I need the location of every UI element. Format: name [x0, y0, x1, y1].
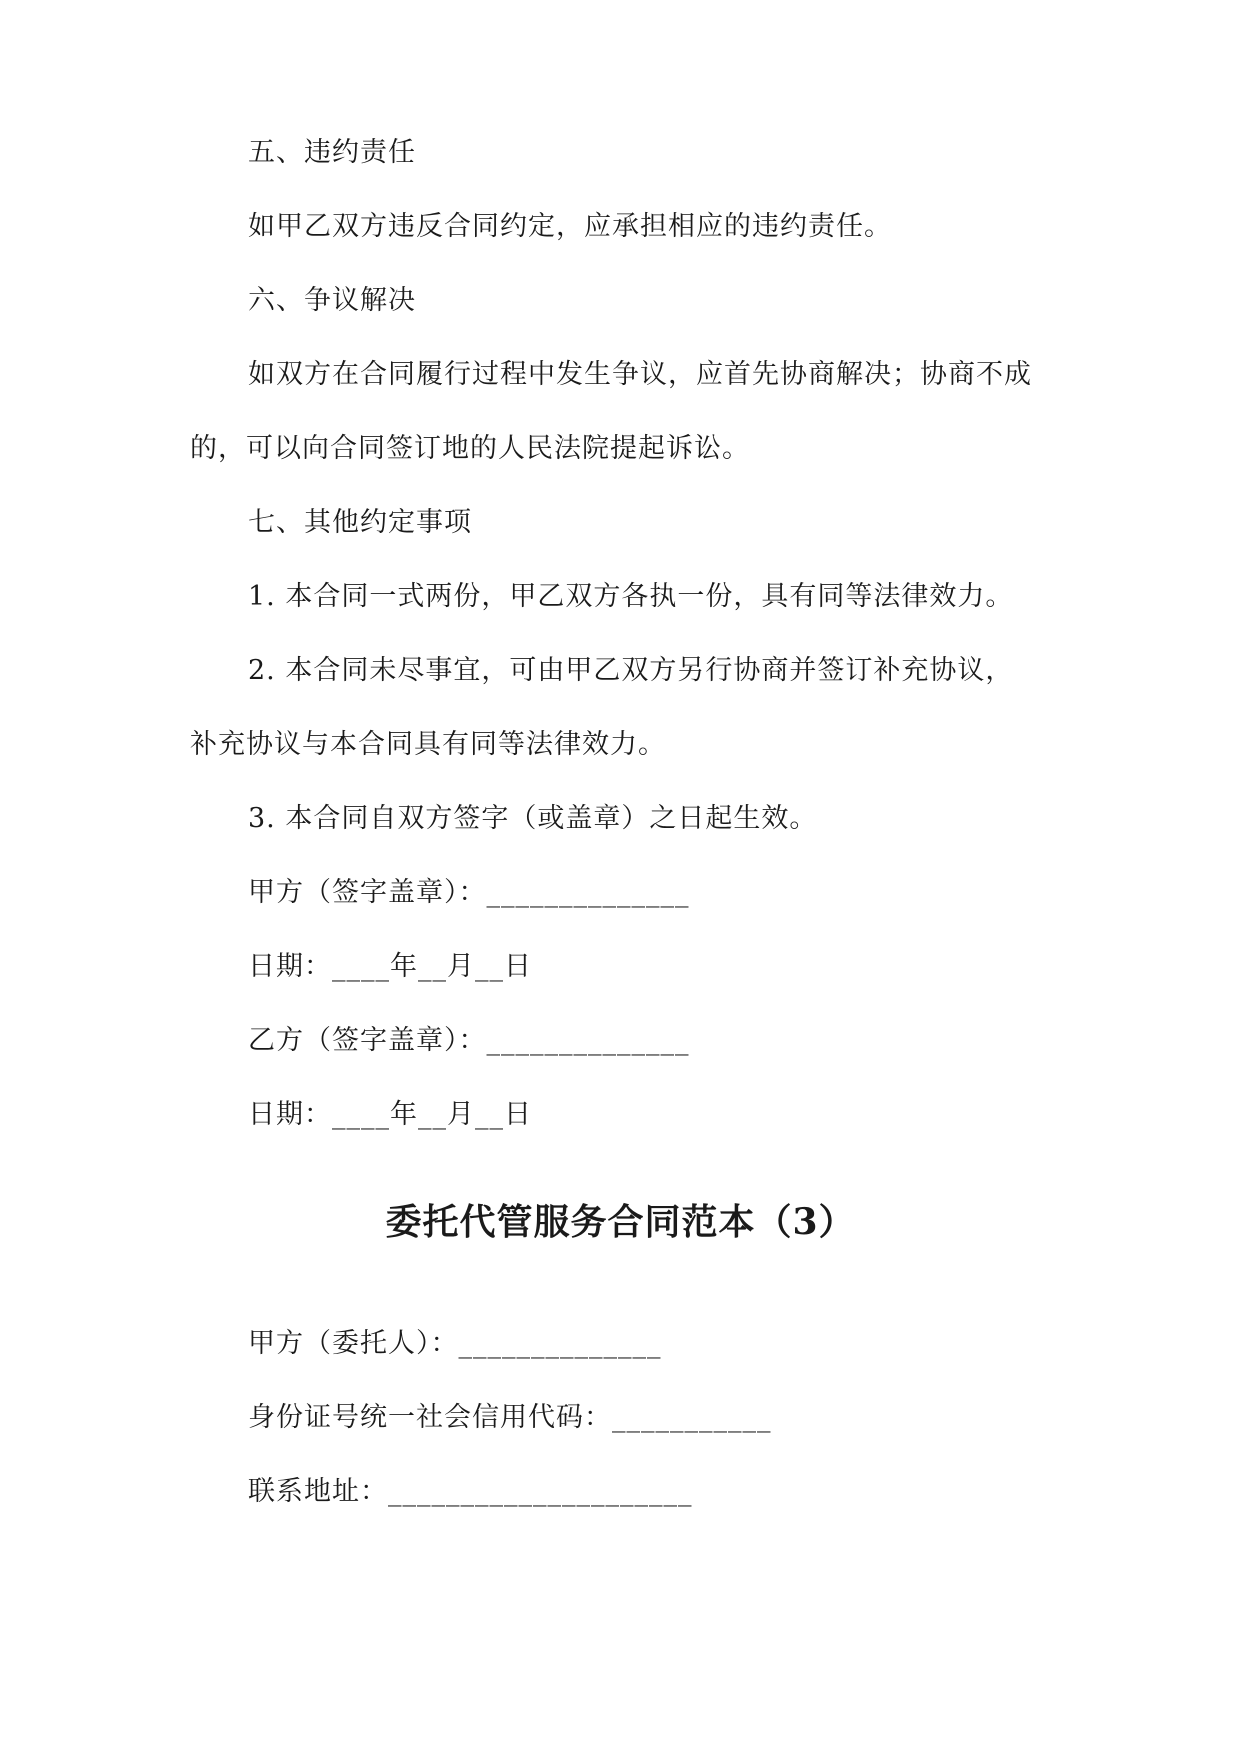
section-6-body-line-1: 如双方在合同履行过程中发生争议，应首先协商解决；协商不成	[248, 359, 1032, 390]
section-7-item-2-line-1: 2. 本合同未尽事宜，可由甲乙双方另行协商并签订补充协议，	[248, 655, 1014, 686]
section-7-item-1: 1. 本合同一式两份，甲乙双方各执一份，具有同等法律效力。	[248, 581, 1014, 612]
section-5-heading: 五、违约责任	[248, 137, 416, 168]
contract-3-address-line: 联系地址：_____________________	[248, 1476, 693, 1507]
party-a-date-line: 日期：____年__月__日	[248, 951, 532, 982]
contract-3-title: 委托代管服务合同范本（3）	[385, 1201, 856, 1243]
party-a-signature-line: 甲方（签字盖章）：______________	[248, 877, 690, 908]
contract-3-party-a-line: 甲方（委托人）：______________	[248, 1328, 662, 1359]
section-6-heading: 六、争议解决	[248, 285, 416, 316]
section-7-item-2-line-2: 补充协议与本合同具有同等法律效力。	[190, 729, 666, 760]
section-6-body-line-2: 的，可以向合同签订地的人民法院提起诉讼。	[190, 433, 750, 464]
party-b-date-line: 日期：____年__月__日	[248, 1099, 532, 1130]
section-7-item-3: 3. 本合同自双方签字（或盖章）之日起生效。	[248, 803, 818, 834]
contract-3-id-code-line: 身份证号统一社会信用代码：___________	[248, 1402, 772, 1433]
section-5-body: 如甲乙双方违反合同约定，应承担相应的违约责任。	[248, 211, 892, 242]
party-b-signature-line: 乙方（签字盖章）：______________	[248, 1025, 690, 1056]
section-7-heading: 七、其他约定事项	[248, 507, 472, 538]
